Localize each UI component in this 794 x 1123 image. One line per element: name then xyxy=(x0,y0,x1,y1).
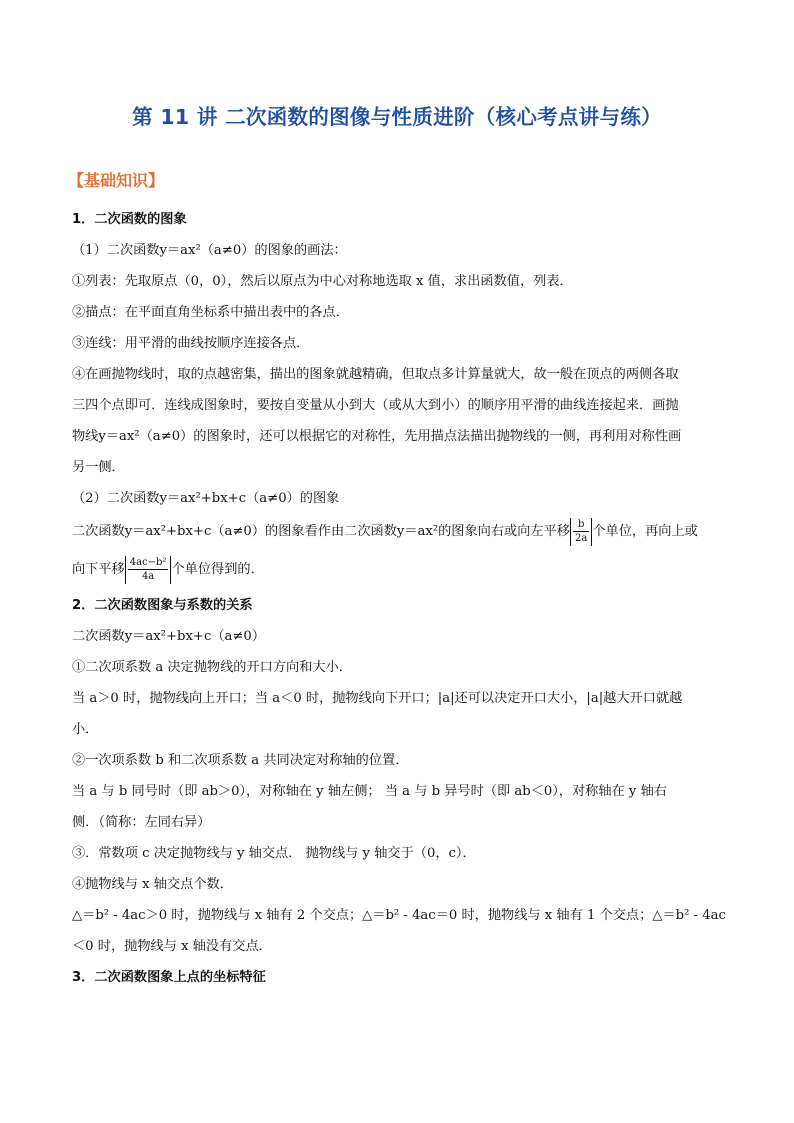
abs-fraction xyxy=(125,556,172,584)
shift-text-after: 个单位，再向上或 xyxy=(592,524,698,539)
paragraph-line: ①二次项系数 a 决定抛物线的开口方向和大小． xyxy=(72,660,352,675)
content-block-1 xyxy=(72,204,732,993)
paragraph-line: 二次函数y＝ax²+bx+c（a≠0） xyxy=(72,629,266,644)
fraction xyxy=(128,556,169,583)
abs-fraction xyxy=(570,518,592,546)
shift-text-after: 个单位得到的． xyxy=(171,562,264,577)
shift-line xyxy=(72,514,732,550)
heading-1: 1．二次函数的图象 xyxy=(72,212,187,227)
paragraph-line: 三四个点即可．连线成图象时，要按自变量从小到大（或从大到小）的顺序用平滑的曲线连接起来．画抛 xyxy=(72,398,679,413)
shift-text-before: 向下平移 xyxy=(72,562,125,577)
paragraph-line: ＜0 时，抛物线与 x 轴没有交点． xyxy=(72,939,272,954)
shift-line-2 xyxy=(72,550,732,590)
shift-text-before: 二次函数y＝ax²+bx+c（a≠0）的图象看作由二次函数y＝ax²的图象向右或向左平移 xyxy=(72,524,570,539)
heading-3: 3．二次函数图象上点的坐标特征 xyxy=(72,970,266,985)
paragraph-line: △＝b² - 4ac＞0 时，抛物线与 x 轴有 2 个交点；△＝b² - 4ac＝0 时，抛物线与 x 轴有 1 个交点；△＝b² - 4ac xyxy=(72,908,726,923)
heading-2: 2．二次函数图象与系数的关系 xyxy=(72,598,253,613)
paragraph-line: （2）二次函数y＝ax²+bx+c（a≠0）的图象 xyxy=(72,491,340,506)
paragraph-line: ④抛物线与 x 轴交点个数． xyxy=(72,877,233,892)
paragraph-line: 当 a 与 b 同号时（即 ab＞0），对称轴在 y 轴左侧； 当 a 与 b 异号时（即 ab＜0），对称轴在 y 轴右 xyxy=(72,784,667,799)
fraction-numerator: 4ac−b² xyxy=(129,556,167,568)
section-label: 【基础知识】 xyxy=(68,171,165,190)
page-title: 第 11 讲 二次函数的图像与性质进阶（核心考点讲与练） xyxy=(132,105,662,129)
paragraph-line: ④在画抛物线时，取的点越密集，描出的图象就越精确，但取点多计算量就大，故一般在顶点的两侧各取 xyxy=(72,367,679,382)
paragraph-line: ②描点：在平面直角坐标系中描出表中的各点． xyxy=(72,305,349,320)
fraction-denominator: 4a xyxy=(141,570,155,582)
fraction-denominator: 2a xyxy=(575,532,588,544)
paragraph-line: （1）二次函数y＝ax²（a≠0）的图象的画法： xyxy=(72,243,347,258)
paragraph-line: 物线y＝ax²（a≠0）的图象时，还可以根据它的对称性，先用描点法描出抛物线的一侧，再利用对称性画 xyxy=(72,429,682,444)
paragraph-line: ③连线：用平滑的曲线按顺序连接各点． xyxy=(72,336,310,351)
paragraph-line: 侧．（简称：左同右异） xyxy=(72,815,211,830)
paragraph-line: 另一侧． xyxy=(72,460,125,475)
fraction xyxy=(573,518,589,545)
paragraph-line: ②一次项系数 b 和二次项系数 a 共同决定对称轴的位置． xyxy=(72,753,409,768)
paragraph-line: ①列表：先取原点（0，0），然后以原点为中心对称地选取 x 值，求出函数值，列表． xyxy=(72,274,573,289)
fraction-numerator: b xyxy=(573,518,589,532)
paragraph-line: ③．常数项 c 决定抛物线与 y 轴交点． 抛物线与 y 轴交于（0，c）． xyxy=(72,846,476,861)
paragraph-line: 小． xyxy=(72,722,99,737)
paragraph-line: 当 a＞0 时，抛物线向上开口；当 a＜0 时，抛物线向下开口；|a|还可以决定开口大小，|a|越大开口就越 xyxy=(72,691,683,706)
